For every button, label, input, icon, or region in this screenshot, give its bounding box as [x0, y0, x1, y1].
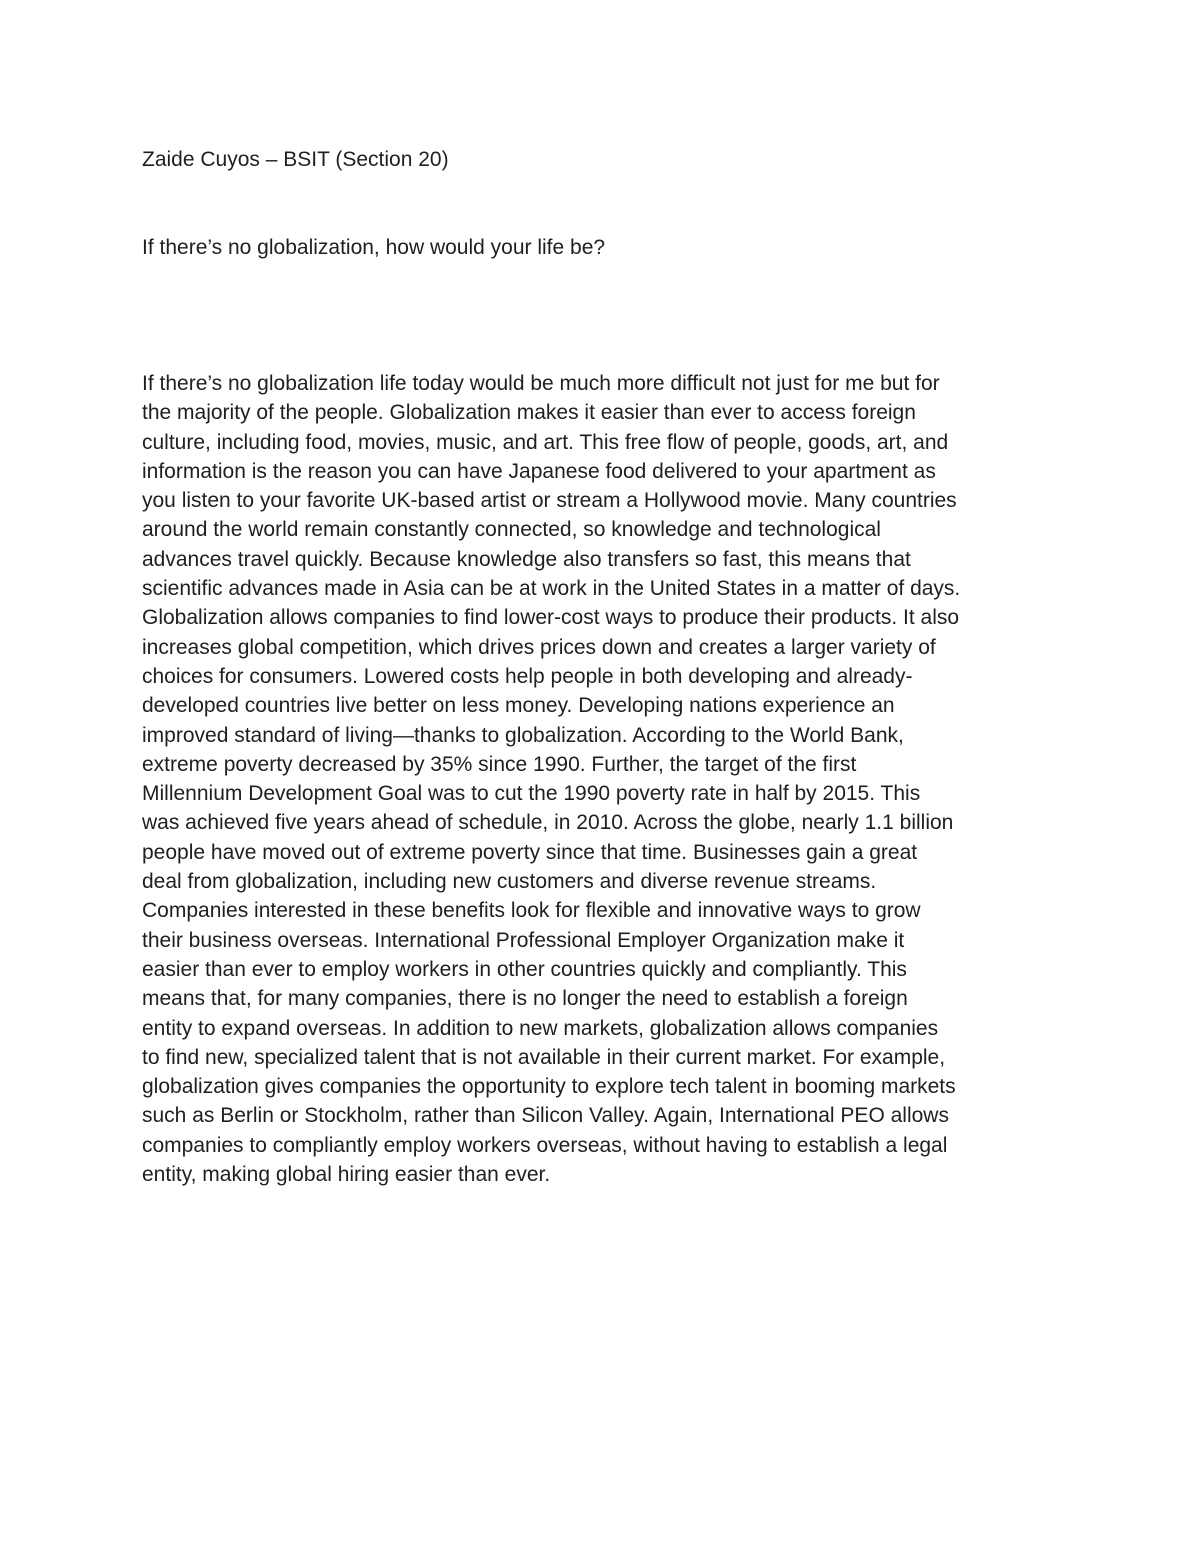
body-line: culture, including food, movies, music, and art. This free flow of people, goods, art, and — [142, 430, 949, 454]
body-line: to find new, specialized talent that is not available in their current market. For example, — [142, 1045, 946, 1069]
body-line: people have moved out of extreme poverty since that time. Businesses gain a great — [142, 840, 918, 864]
body-line: means that, for many companies, there is no longer the need to establish a foreign — [142, 987, 908, 1011]
body-line: the majority of the people. Globalization makes it easier than ever to access foreign — [142, 401, 916, 425]
body-line: increases global competition, which drives prices down and creates a larger variety of — [142, 635, 936, 659]
body-line: globalization gives companies the opportunity to explore tech talent in booming markets — [142, 1075, 956, 1099]
body-line: such as Berlin or Stockholm, rather than Silicon Valley. Again, International PEO allows — [142, 1104, 949, 1128]
body-line: improved standard of living—thanks to globalization. According to the World Bank, — [142, 723, 904, 747]
body-line: developed countries live better on less money. Developing nations experience an — [142, 694, 895, 718]
body-line: information is the reason you can have Japanese food delivered to your apartment as — [142, 459, 936, 483]
body-line: was achieved five years ahead of schedule, in 2010. Across the globe, nearly 1.1 billion — [142, 811, 954, 835]
body-line: around the world remain constantly connected, so knowledge and technological — [142, 518, 881, 542]
body-line: companies to compliantly employ workers overseas, without having to establish a legal — [142, 1133, 948, 1157]
body-line: easier than ever to employ workers in other countries quickly and compliantly. This — [142, 957, 907, 981]
body-line: you listen to your favorite UK-based artist or stream a Hollywood movie. Many countries — [142, 489, 957, 513]
body-line: Millennium Development Goal was to cut the 1990 poverty rate in half by 2015. This — [142, 782, 921, 806]
body-line: Companies interested in these benefits look for flexible and innovative ways to grow — [142, 899, 921, 923]
body-line: scientific advances made in Asia can be at work in the United States in a matter of days. — [142, 577, 961, 601]
body-line: If there’s no globalization life today would be much more difficult not just for me but for — [142, 372, 940, 395]
body-line: entity to expand overseas. In addition to new markets, globalization allows companies — [142, 1016, 939, 1040]
body-line: entity, making global hiring easier than ever. — [142, 1163, 551, 1187]
author-line: Zaide Cuyos – BSIT (Section 20) — [142, 148, 449, 171]
body-line: advances travel quickly. Because knowledge also transfers so fast, this means that — [142, 547, 911, 571]
essay-question: If there’s no globalization, how would your life be? — [142, 236, 606, 259]
body-line: extreme poverty decreased by 35% since 1990. Further, the target of the first — [142, 752, 857, 776]
body-line: deal from globalization, including new customers and diverse revenue streams. — [142, 870, 877, 894]
body-line: Globalization allows companies to find lower-cost ways to produce their products. It also — [142, 606, 960, 630]
body-line: their business overseas. International Professional Employer Organization make it — [142, 928, 905, 952]
body-line: choices for consumers. Lowered costs help people in both developing and already- — [142, 664, 913, 688]
essay-body — [142, 369, 1082, 1189]
